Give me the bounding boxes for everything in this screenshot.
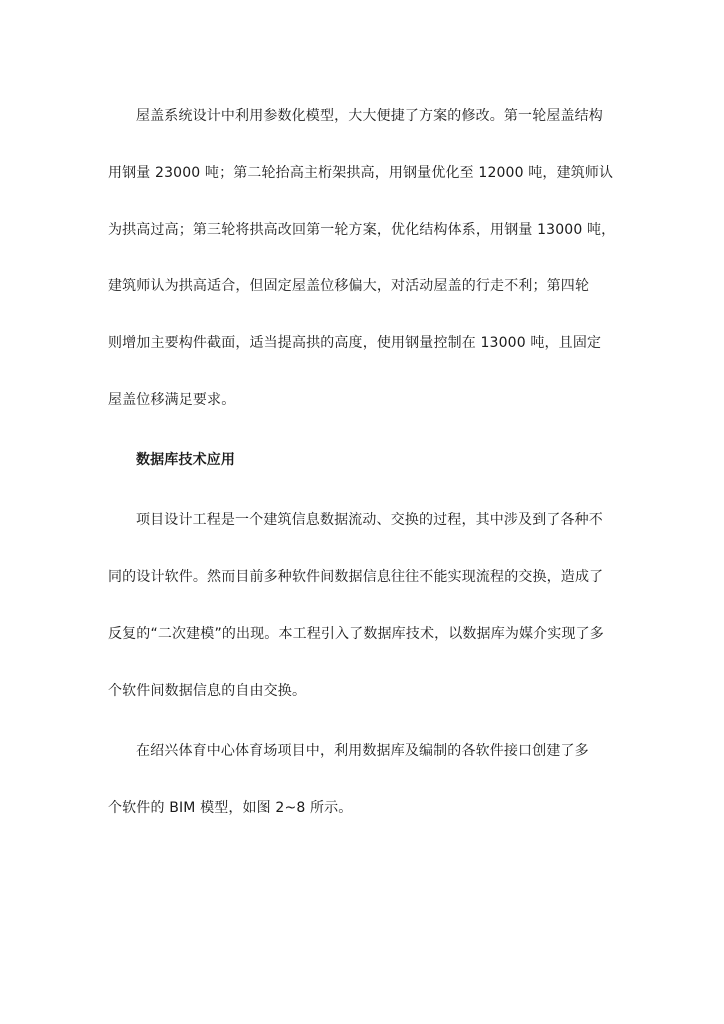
- paragraph-1-line-5: 则增加主要构件截面，适当提高拱的高度，使用钢量控制在 13000 吨，且固定: [108, 335, 602, 351]
- paragraph-1-line-3: 为拱高过高；第三轮将拱高改回第一轮方案，优化结构体系，用钢量 13000 吨，: [108, 222, 616, 238]
- paragraph-1-line-1: 屋盖系统设计中利用参数化模型，大大便捷了方案的修改。第一轮屋盖结构: [136, 108, 603, 124]
- paragraph-1-line-6: 屋盖位移满足要求。: [108, 392, 236, 408]
- paragraph-3-line-1: 在绍兴体育中心体育场项目中，利用数据库及编制的各软件接口创建了多: [136, 743, 589, 759]
- paragraph-2-line-1: 项目设计工程是一个建筑信息数据流动、交换的过程，其中涉及到了各种不: [136, 512, 603, 528]
- paragraph-2-line-4: 个软件间数据信息的自由交换。: [108, 683, 307, 699]
- section-heading: 数据库技术应用: [136, 452, 236, 468]
- paragraph-2-line-3: 反复的“二次建模”的出现。本工程引入了数据库技术，以数据库为媒介实现了多: [108, 626, 604, 642]
- paragraph-3-line-2: 个软件的 BIM 模型，如图 2~8 所示。: [108, 800, 353, 816]
- paragraph-2-line-2: 同的设计软件。然而目前多种软件间数据信息往往不能实现流程的交换，造成了: [108, 569, 604, 585]
- paragraph-1-line-4: 建筑师认为拱高适合，但固定屋盖位移偏大，对活动屋盖的行走不利；第四轮: [108, 278, 590, 294]
- paragraph-1-line-2: 用钢量 23000 吨；第二轮抬高主桁架拱高，用钢量优化至 12000 吨，建筑师认: [108, 165, 614, 181]
